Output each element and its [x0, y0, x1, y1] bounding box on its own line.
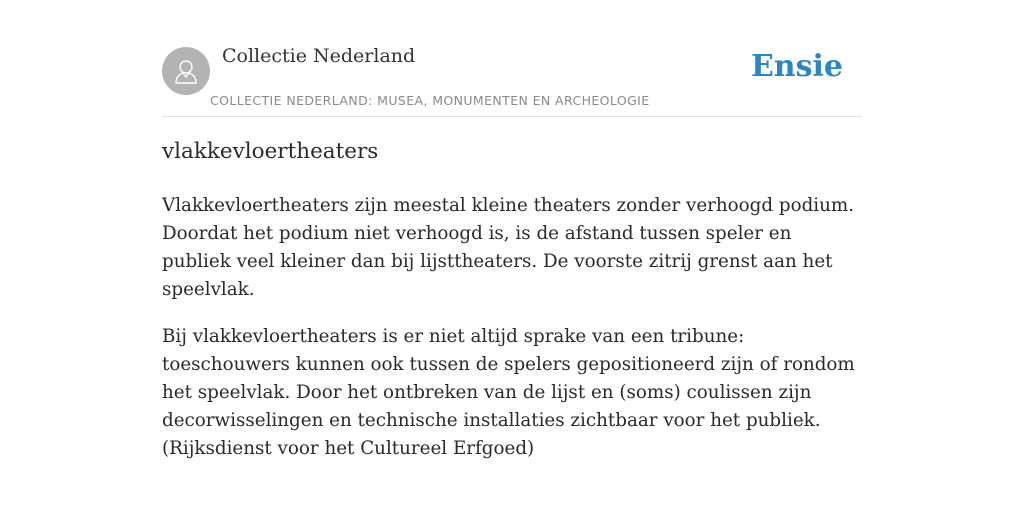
article-header	[162, 0, 862, 117]
author-avatar[interactable]	[162, 47, 210, 95]
article-title: vlakkevloertheaters	[162, 139, 379, 164]
collection-link[interactable]: COLLECTIE NEDERLAND: MUSEA, MONUMENTEN EN ARCHEOLOGIE	[210, 93, 650, 108]
article-body	[162, 192, 862, 482]
brand-logo[interactable]: Ensie	[750, 49, 843, 84]
user-silhouette-icon	[162, 47, 210, 95]
article-paragraph: Vlakkevloertheaters zijn meestal kleine theaters zonder verhoogd podium. Doordat het podium niet verhoogd is, is de afstand tussen speler en publiek veel kleiner dan bij lijsttheaters. De voorste zitrij grenst aan het speelvlak.	[162, 195, 855, 300]
author-link[interactable]: Collectie Nederland	[222, 45, 416, 67]
article-paragraph: Bij vlakkevloertheaters is er niet altijd sprake van een tribune: toeschouwers kunnen ook tussen de spelers gepositioneerd zijn of rondom het speelvlak. Door het ontbreken van de lijst en (soms) coulissen zijn decorwisselingen en technische installaties zichtbaar voor het publiek. (Rijksdienst voor het Cultureel Erfgoed)	[162, 326, 855, 459]
